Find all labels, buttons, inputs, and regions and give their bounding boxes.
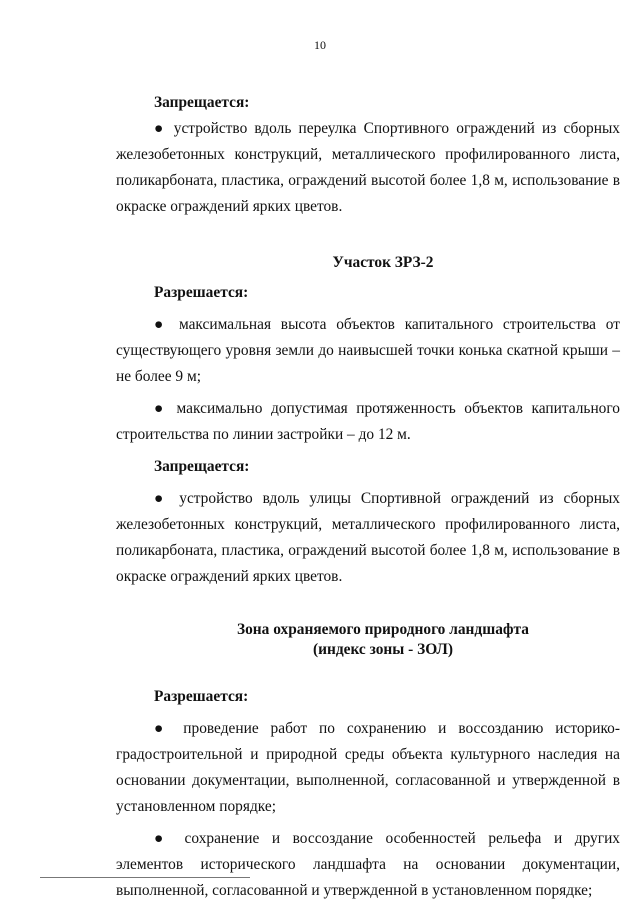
section-label-forbidden: Запрещается: [154, 94, 250, 111]
bottom-rule [40, 877, 250, 878]
section-label-allowed-2: Разрешается: [154, 688, 249, 705]
paragraph-fence-restriction-street: ● устройство вдоль улицы Спортивной ограждений из сборных железобетонных конструкций, металлического профилированного листа, поликарбоната, пластика, ограждений высотой более 1,8 м, использование в окраске ограждений ярких цветов. [116, 490, 620, 585]
paragraph-restoration-works: ● проведение работ по сохранению и воссозданию историко-градостроительной и природной среды объекта культурного наследия на основании документации, выполненной, согласованной и утвержденной в установленном порядке; [116, 720, 620, 815]
section-heading-zrz2: Участок ЗРЗ-2 [332, 254, 434, 271]
section-heading-zol-line1: Зона охраняемого природного ландшафта [236, 621, 529, 638]
section-label-allowed: Разрешается: [154, 284, 249, 301]
paragraph-fence-restriction-lane: ● устройство вдоль переулка Спортивного ограждений из сборных железобетонных конструкций, металлического профилированного листа, поликарбоната, пластика, ограждений высотой более 1,8 м, использование в окраске ограждений ярких цветов. [116, 120, 620, 215]
paragraph-max-height: ● максимальная высота объектов капитального строительства от существующего уровня земли до наивысшей точки конька скатной крыши – не более 9 м; [116, 316, 620, 385]
section-label-forbidden-2: Запрещается: [154, 458, 250, 475]
paragraph-max-length: ● максимально допустимая протяженность объектов капитального строительства по линии застройки – до 12 м. [116, 400, 620, 443]
section-heading-zol-line2: (индекс зоны - ЗОЛ) [312, 641, 454, 658]
page-number: 10 [314, 38, 326, 52]
document-body [116, 90, 620, 904]
paragraph-relief-preservation: ● сохранение и воссоздание особенностей рельефа и других элементов исторического ландшафта на основании документации, выполненной, согласованной и утвержденной в установленном порядке; [116, 830, 620, 899]
